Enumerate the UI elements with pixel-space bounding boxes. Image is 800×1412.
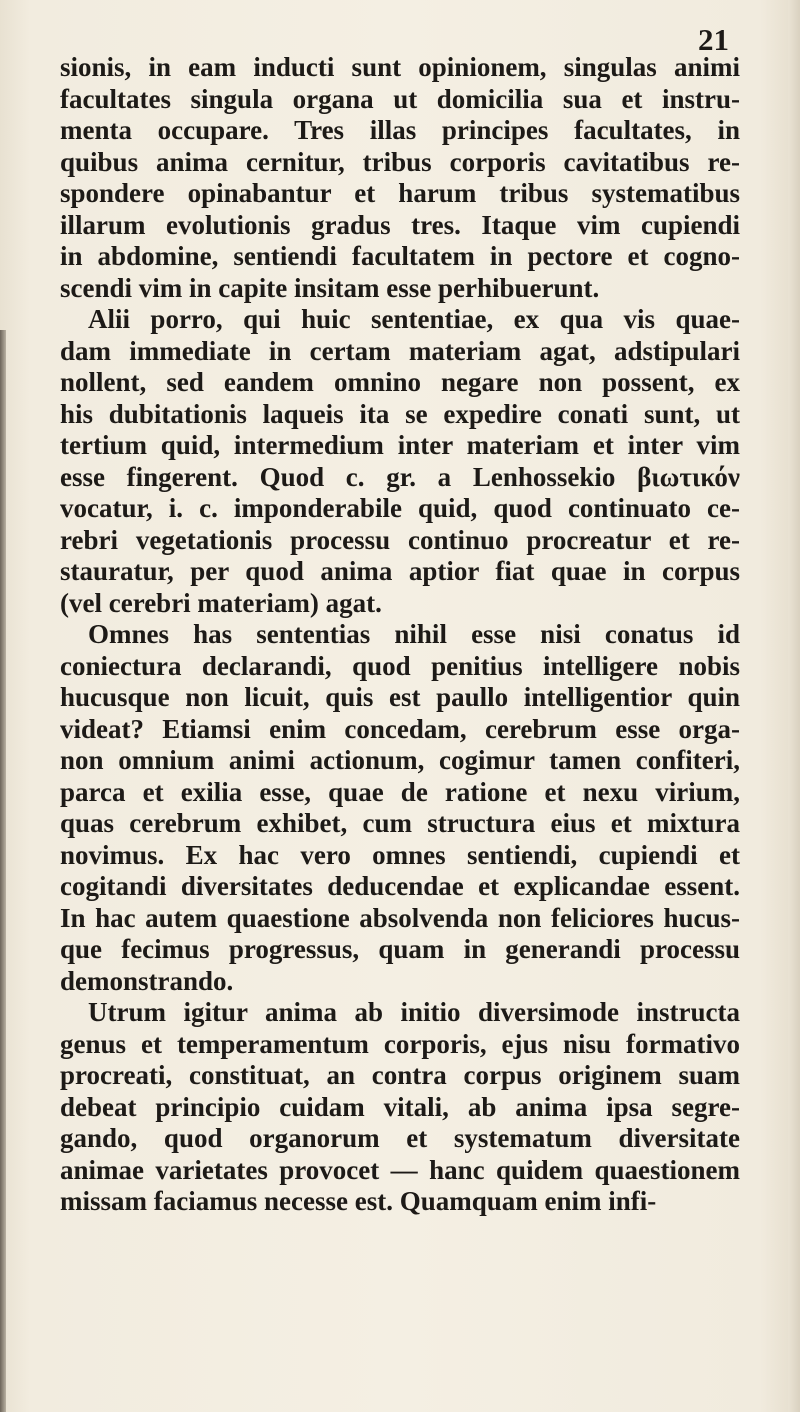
text-line: novimus. Ex hac vero omnes sentiendi, cupiendi et [60,839,740,870]
text-line: rebri vegetationis processu continuo procreatur et re- [60,524,740,555]
text-line: videat? Etiamsi enim concedam, cerebrum esse orga- [60,713,740,744]
text-line: demonstrando. [60,965,234,996]
text-line: Alii porro, qui huic sententiae, ex qua vis quae- [88,304,740,334]
text-line: sionis, in eam inducti sunt opinionem, singulas animi [60,52,740,82]
page-number: 21 [698,22,729,57]
text-line: (vel cerebri materiam) agat. [60,587,382,618]
text-line: quibus anima cernitur, tribus corporis cavitatibus re- [60,146,740,177]
text-line: cogitandi diversitates deducendae et explicandae essent. [60,871,740,901]
body-text [60,52,740,1218]
text-line: in abdomine, sentiendi facultatem in pectore et cogno- [60,241,740,271]
paragraph [60,52,740,304]
text-line: Omnes has sententias nihil esse nisi conatus id [88,619,740,649]
paragraph [60,619,740,997]
text-line: scendi vim in capite insitam esse perhibuerunt. [60,272,600,303]
text-line: debeat principio cuidam vitali, ab anima ipsa segre- [60,1091,740,1122]
text-line: procreati, constituat, an contra corpus originem suam [60,1060,740,1090]
text-line: genus et temperamentum corporis, ejus nisu formativo [60,1028,740,1059]
text-line: facultates singula organa ut domicilia sua et instru- [60,83,740,114]
text-line: coniectura declarandi, quod penitius intelligere nobis [60,650,740,681]
text-line: parca et exilia esse, quae de ratione et nexu virium, [60,776,740,807]
text-line: vocatur, i. c. imponderabile quid, quod continuato ce- [60,493,740,523]
paragraph [60,304,740,619]
text-line: hucusque non licuit, quis est paullo intelligentior quin [60,682,740,712]
text-line: his dubitationis laqueis ita se expedire conati sunt, ut [60,398,740,429]
page-edge [788,0,800,1412]
text-line: esse fingerent. Quod c. gr. a Lenhossekio βιωτικόν [60,461,740,492]
paragraph [60,997,740,1218]
text-line: spondere opinabantur et harum tribus systematibus [60,178,740,208]
text-line: gando, quod organorum et systematum diversitate [60,1123,740,1153]
text-line: In hac autem quaestione absolvenda non feliciores hucus- [60,902,740,933]
text-line: Utrum igitur anima ab initio diversimode instructa [88,997,740,1027]
text-line: illarum evolutionis gradus tres. Itaque vim cupiendi [60,209,740,240]
text-line: dam immediate in certam materiam agat, adstipulari [60,335,740,366]
text-line: tertium quid, intermedium inter materiam et inter vim [60,430,740,460]
text-line: stauratur, per quod anima aptior fiat quae in corpus [60,556,740,586]
text-line: que fecimus progressus, quam in generandi processu [60,934,740,964]
binding-shadow [0,330,6,1412]
text-line: animae varietates provocet — hanc quidem quaestionem [60,1154,740,1185]
text-line: menta occupare. Tres illas principes facultates, in [60,115,740,145]
text-line: quas cerebrum exhibet, cum structura eius et mixtura [60,808,740,838]
text-line: nollent, sed eandem omnino negare non possent, ex [60,367,740,397]
text-line: non omnium animi actionum, cogimur tamen confiteri, [60,745,740,775]
text-line: missam faciamus necesse est. Quamquam enim infi- [60,1186,657,1216]
